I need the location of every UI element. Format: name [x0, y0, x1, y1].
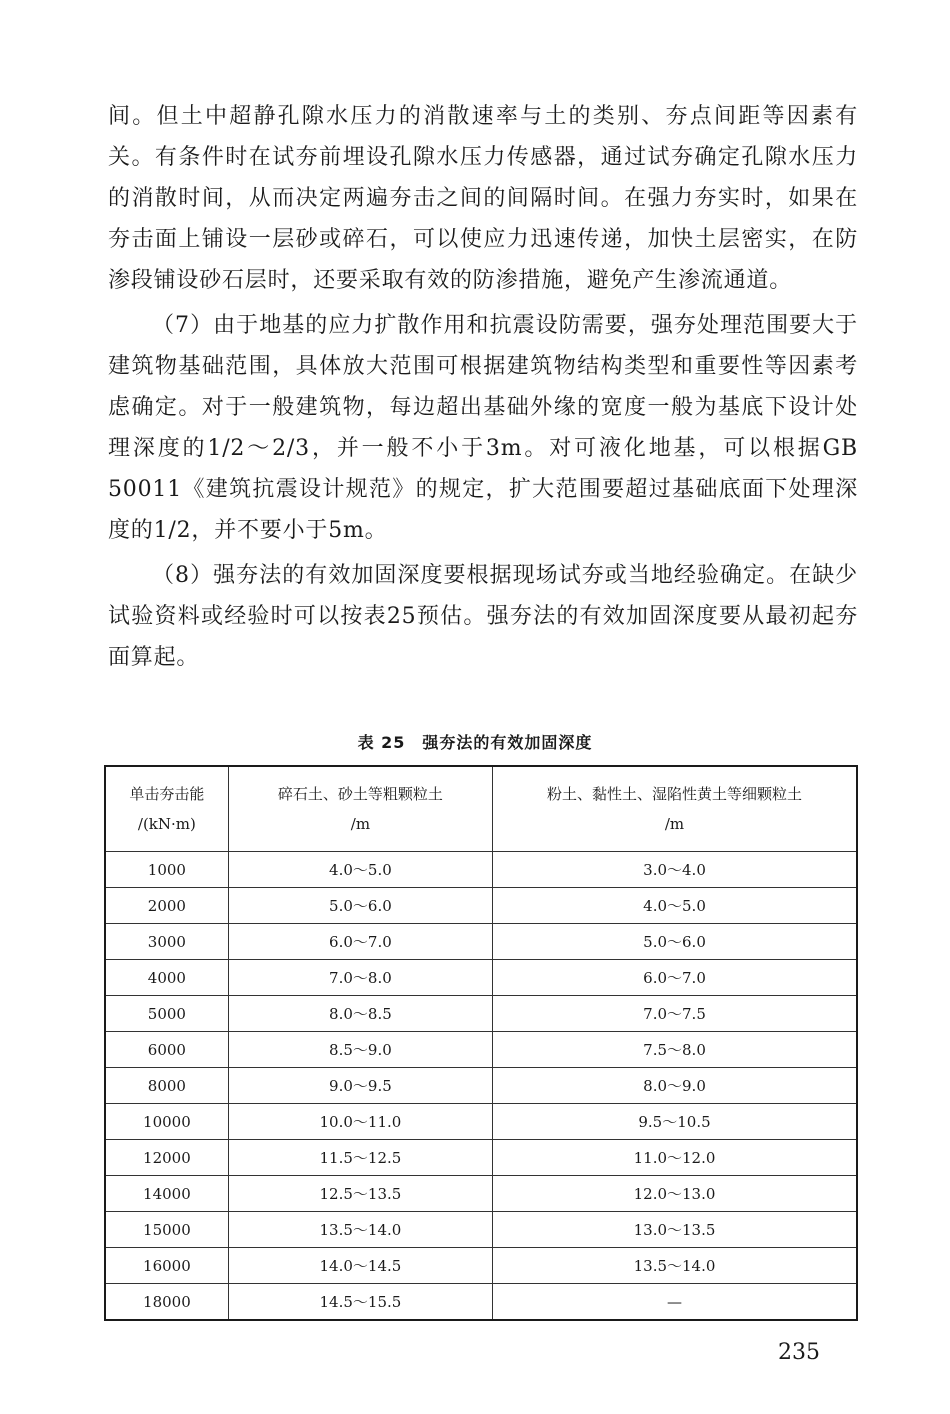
table-row — [105, 1032, 857, 1068]
header-coarse-soil-line2: /m — [350, 815, 371, 833]
paragraph-7: （7）由于地基的应力扩散作用和抗震设防需要，强夯处理范围要大于建筑物基础范围，具体放大范围可根据建筑物结构类型和重要性等因素考虑确定。对于一般建筑物，每边超出基础外缘的宽度一般为基底下设计处理深度的1/2～2/3，并一般不小于3m。对可液化地基，可以根据GB 50011《建筑抗震设计规范》的规定，扩大范围要超过基础底面下处理深度的1/2，并不要小于5m。 — [108, 313, 858, 543]
paragraph-1: 间。但土中超静孔隙水压力的消散速率与土的类别、夯点间距等因素有关。有条件时在试夯前埋设孔隙水压力传感器，通过试夯确定孔隙水压力的消散时间，从而决定两遍夯击之间的间隔时间。在强力夯实时，如果在夯击面上铺设一层砂或碎石，可以使应力迅速传递，加快土层密实，在防渗段铺设砂石层时，还要采取有效的防渗措施，避免产生渗流通道。 — [108, 104, 858, 293]
cell-coarse-depth: 8.5～9.0 — [228, 1032, 492, 1068]
cell-coarse-depth: 13.5～14.0 — [228, 1212, 492, 1248]
cell-fine-depth: 9.5～10.5 — [493, 1104, 857, 1140]
table-row — [105, 1176, 857, 1212]
cell-fine-depth: 5.0～6.0 — [493, 924, 857, 960]
cell-coarse-depth: 9.0～9.5 — [228, 1068, 492, 1104]
cell-coarse-depth: 14.5～15.5 — [228, 1284, 492, 1321]
cell-coarse-depth: 10.0～11.0 — [228, 1104, 492, 1140]
table-row — [105, 996, 857, 1032]
cell-fine-depth: 7.0～7.5 — [493, 996, 857, 1032]
cell-energy: 12000 — [105, 1140, 228, 1176]
page-number: 235 — [778, 1340, 820, 1365]
cell-energy: 2000 — [105, 888, 228, 924]
table-row — [105, 1104, 857, 1140]
table-row — [105, 1212, 857, 1248]
cell-fine-depth: 13.5～14.0 — [493, 1248, 857, 1284]
cell-fine-depth: — — [493, 1284, 857, 1321]
cell-energy: 18000 — [105, 1284, 228, 1321]
table-title: 表 25 强夯法的有效加固深度 — [357, 733, 593, 752]
header-fine-soil-line2: /m — [664, 815, 685, 833]
table-row — [105, 1068, 857, 1104]
cell-fine-depth: 13.0～13.5 — [493, 1212, 857, 1248]
header-impact-energy-line1: 单击夯击能 — [129, 785, 205, 803]
cell-fine-depth: 4.0～5.0 — [493, 888, 857, 924]
cell-coarse-depth: 11.5～12.5 — [228, 1140, 492, 1176]
cell-energy: 15000 — [105, 1212, 228, 1248]
header-impact-energy-line2: /(kN·m) — [137, 815, 196, 833]
header-coarse-soil-line1: 碎石土、砂土等粗颗粒土 — [277, 785, 443, 803]
cell-fine-depth: 6.0～7.0 — [493, 960, 857, 996]
cell-fine-depth: 12.0～13.0 — [493, 1176, 857, 1212]
cell-energy: 1000 — [105, 852, 228, 888]
cell-fine-depth: 7.5～8.0 — [493, 1032, 857, 1068]
header-fine-soil-line1: 粉土、黏性土、湿陷性黄土等细颗粒土 — [547, 785, 803, 803]
cell-energy: 14000 — [105, 1176, 228, 1212]
body-text — [108, 96, 858, 678]
cell-energy: 5000 — [105, 996, 228, 1032]
effective-depth-table — [104, 765, 858, 1321]
cell-coarse-depth: 14.0～14.5 — [228, 1248, 492, 1284]
header-coarse-soil — [228, 766, 492, 852]
table-row — [105, 852, 857, 888]
cell-coarse-depth: 5.0～6.0 — [228, 888, 492, 924]
cell-energy: 16000 — [105, 1248, 228, 1284]
paragraph-8: （8）强夯法的有效加固深度要根据现场试夯或当地经验确定。在缺少试验资料或经验时可以按表25预估。强夯法的有效加固深度要从最初起夯面算起。 — [108, 563, 858, 670]
cell-coarse-depth: 7.0～8.0 — [228, 960, 492, 996]
cell-energy: 3000 — [105, 924, 228, 960]
cell-energy: 10000 — [105, 1104, 228, 1140]
table-row — [105, 1140, 857, 1176]
header-fine-soil — [493, 766, 857, 852]
table-header-row — [105, 766, 857, 852]
cell-energy: 6000 — [105, 1032, 228, 1068]
cell-fine-depth: 11.0～12.0 — [493, 1140, 857, 1176]
table-row — [105, 1284, 857, 1321]
table-row — [105, 960, 857, 996]
header-impact-energy — [105, 766, 228, 852]
cell-fine-depth: 3.0～4.0 — [493, 852, 857, 888]
cell-coarse-depth: 12.5～13.5 — [228, 1176, 492, 1212]
cell-coarse-depth: 6.0～7.0 — [228, 924, 492, 960]
table-row — [105, 888, 857, 924]
table-row — [105, 1248, 857, 1284]
cell-fine-depth: 8.0～9.0 — [493, 1068, 857, 1104]
cell-energy: 4000 — [105, 960, 228, 996]
cell-energy: 8000 — [105, 1068, 228, 1104]
cell-coarse-depth: 8.0～8.5 — [228, 996, 492, 1032]
table-row — [105, 924, 857, 960]
cell-coarse-depth: 4.0～5.0 — [228, 852, 492, 888]
